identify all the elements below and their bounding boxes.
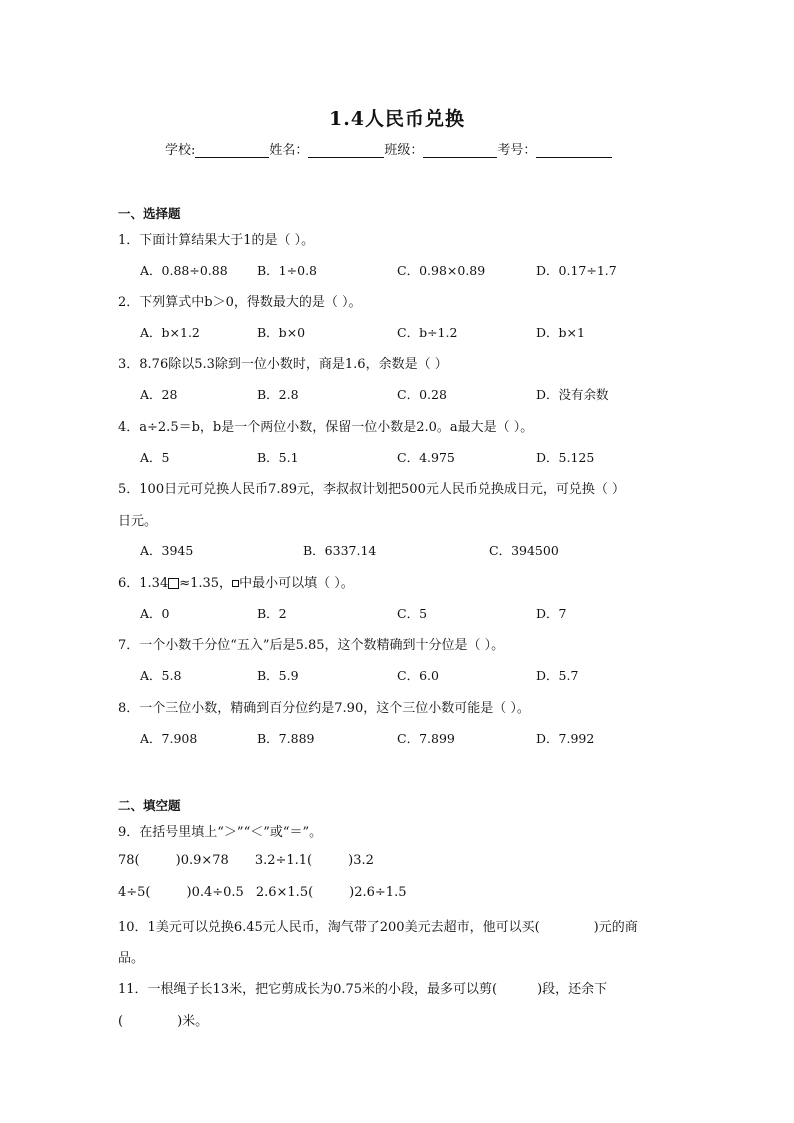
question-5-stem: 5．100日元可兑换人民币7.89元，李叔叔计划把500元人民币兑换成日元，可兑换（ ）: [118, 482, 625, 497]
question-6-option-d[interactable]: D．7: [536, 606, 567, 621]
q11-stem-part2: )段，还余下: [537, 982, 608, 997]
q11-stem-part1: 11．一根绳子长13米，把它剪成长为0.75米的小段，最多可以剪(: [118, 982, 498, 997]
question-7-option-c[interactable]: C．6.0: [397, 668, 439, 683]
question-3-option-a[interactable]: A．28: [140, 387, 178, 402]
question-8-stem: 8．一个三位小数，精确到百分位约是7.90，这个三位小数可能是（ ）。: [118, 701, 530, 716]
page-title: 1.4人民币兑换: [328, 108, 466, 130]
question-4-option-b[interactable]: B．5.1: [257, 450, 299, 465]
exam-number-blank[interactable]: [536, 143, 612, 158]
question-6-option-a[interactable]: A．0: [140, 606, 170, 621]
question-7-option-b[interactable]: B．5.9: [257, 668, 299, 683]
question-10-stem: [118, 916, 638, 935]
question-6-stem-part1: 6．1.34: [118, 576, 169, 591]
q9-r2a-right: )0.4÷0.5: [186, 885, 244, 900]
question-9-row-2: [118, 885, 407, 900]
question-4-option-d[interactable]: D．5.125: [536, 450, 595, 465]
section-heading-choice: 一、选择题: [118, 206, 181, 221]
q9-r1b-left: 3.2÷1.1(: [254, 853, 313, 868]
question-1-option-b[interactable]: B．1÷0.8: [257, 263, 317, 278]
question-1-option-c[interactable]: C．0.98×0.89: [397, 263, 486, 278]
school-label: 学校:: [165, 143, 196, 158]
question-2-stem: 2．下列算式中b＞0，得数最大的是（ ）。: [118, 295, 362, 310]
question-1-stem: 1．下面计算结果大于1的是（ ）。: [118, 233, 315, 248]
q11-stem2-part1: (: [118, 1014, 124, 1029]
name-blank[interactable]: [308, 143, 384, 158]
question-2-option-a[interactable]: A．b×1.2: [140, 325, 200, 340]
question-4-stem: 4．a÷2.5＝b，b是一个两位小数，保留一位小数是2.0。a最大是（ ）。: [118, 420, 534, 435]
question-6-option-c[interactable]: C．5: [397, 606, 428, 621]
school-blank[interactable]: [195, 143, 269, 158]
class-blank[interactable]: [423, 143, 497, 158]
q11-stem2-part2: )米。: [177, 1014, 209, 1029]
question-11-stem: [118, 978, 607, 997]
question-3-option-b[interactable]: B．2.8: [257, 387, 299, 402]
question-9-stem: 9．在括号里填上“＞”“＜”或“＝”。: [118, 825, 323, 840]
question-6-stem-part2: ≈1.35，: [179, 576, 233, 591]
question-2-option-c[interactable]: C．b÷1.2: [397, 325, 458, 340]
question-5-option-a[interactable]: A．3945: [140, 543, 194, 558]
small-square-icon: [232, 580, 239, 587]
question-9-row-1: [118, 853, 374, 868]
class-label: 班级：: [384, 143, 424, 158]
name-label: 姓名：: [269, 143, 309, 158]
question-3-option-c[interactable]: C．0.28: [397, 387, 447, 402]
q9-r1b-right: )3.2: [348, 853, 374, 868]
question-8-option-a[interactable]: A．7.908: [140, 731, 198, 746]
square-box-icon: [168, 578, 179, 589]
question-8-option-c[interactable]: C．7.899: [397, 731, 455, 746]
exam-number-label: 考号：: [497, 143, 537, 158]
question-6-option-b[interactable]: B．2: [257, 606, 287, 621]
question-4-option-a[interactable]: A．5: [140, 450, 170, 465]
q9-r2b-right: )2.6÷1.5: [349, 885, 407, 900]
question-2-option-b[interactable]: B．b×0: [257, 325, 306, 340]
q9-r1a-right: )0.9×78: [175, 853, 229, 868]
question-1-option-d[interactable]: D．0.17÷1.7: [536, 263, 617, 278]
question-7-option-d[interactable]: D．5.7: [536, 668, 579, 683]
q9-r2b-left: 2.6×1.5(: [255, 885, 314, 900]
question-1-option-a[interactable]: A．0.88÷0.88: [140, 263, 228, 278]
question-7-stem: 7．一个小数千分位“五入”后是5.85，这个数精确到十分位是（ ）。: [118, 638, 505, 653]
question-3-option-d[interactable]: D．没有余数: [536, 387, 609, 402]
question-5-option-c[interactable]: C．394500: [489, 543, 559, 558]
question-4-option-c[interactable]: C．4.975: [397, 450, 455, 465]
question-8-option-d[interactable]: D．7.992: [536, 731, 595, 746]
student-info-line: [165, 139, 612, 158]
question-6-stem-part3: 中最小可以填（ ）。: [239, 576, 354, 591]
question-2-option-d[interactable]: D．b×1: [536, 325, 585, 340]
section-heading-fill-blank: 二、填空题: [118, 798, 181, 813]
question-5-stem-continued: 日元。: [118, 514, 158, 529]
q10-stem-part2: )元的商: [593, 920, 638, 935]
question-7-option-a[interactable]: A．5.8: [140, 668, 182, 683]
q10-stem-part1: 10．1美元可以兑换6.45元人民币，淘气带了200美元去超市，他可以买(: [118, 920, 540, 935]
q9-r2a-left: 4÷5(: [118, 885, 151, 900]
question-3-stem: 3．8.76除以5.3除到一位小数时，商是1.6，余数是（ ）: [118, 357, 448, 372]
q9-r1a-left: 78(: [118, 853, 140, 868]
question-10-stem-continued: 品。: [118, 951, 145, 966]
question-11-stem-continued: [118, 1010, 208, 1029]
question-5-option-b[interactable]: B．6337.14: [303, 543, 377, 558]
question-6-stem: [118, 572, 354, 591]
question-8-option-b[interactable]: B．7.889: [257, 731, 315, 746]
